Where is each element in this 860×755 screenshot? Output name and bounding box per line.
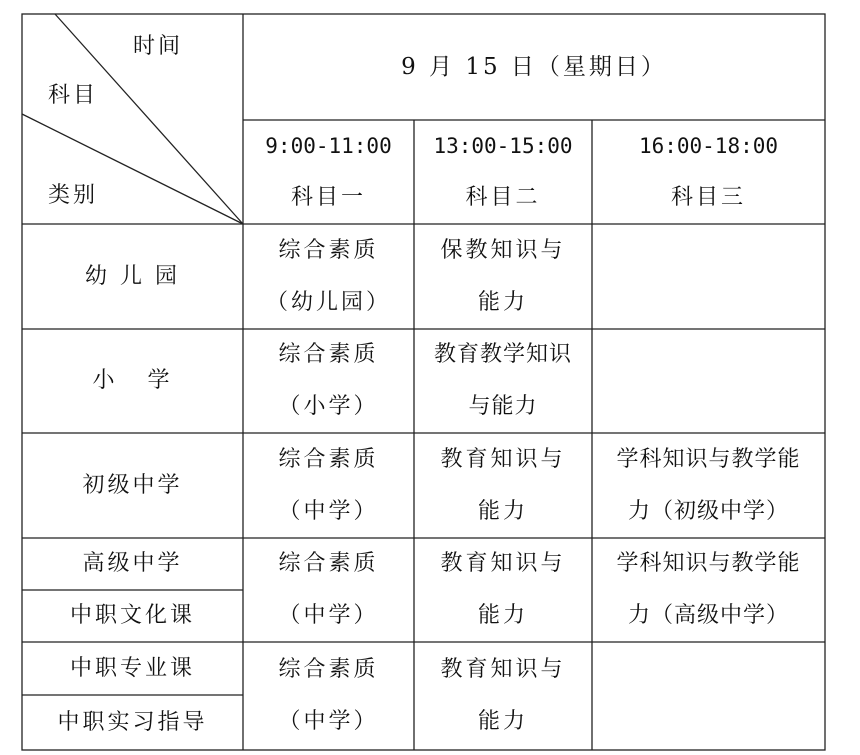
- subject-line: 与能力: [468, 394, 538, 419]
- session-header-1: [243, 120, 414, 224]
- subject-line: 能力: [477, 709, 528, 734]
- subject-line: 综合素质: [278, 446, 379, 472]
- date-header-text: 9 月 15 日（星期日）: [401, 54, 667, 80]
- subject-cell: [592, 433, 825, 538]
- subject-line: （中学）: [278, 709, 379, 734]
- session-name: 科目三: [670, 185, 746, 210]
- corner-label-category: 类别: [48, 183, 99, 208]
- category-label: 高级中学: [82, 551, 183, 576]
- subject-line: 教育知识与: [440, 657, 566, 682]
- subject-line: （中学）: [278, 498, 379, 524]
- session-header-2: [414, 120, 592, 224]
- session-header-3: [592, 120, 825, 224]
- subject-line: 综合素质: [278, 657, 379, 682]
- corner-label-subject: 科目: [48, 83, 99, 108]
- category-label: 幼 儿 园: [85, 263, 180, 289]
- category-label: 中职专业课: [69, 655, 195, 681]
- category-cell: [22, 329, 243, 433]
- subject-cell: [414, 642, 592, 750]
- subject-line: 教育知识与: [440, 551, 566, 576]
- subject-cell: [243, 329, 414, 433]
- subject-cell: [414, 329, 592, 433]
- subject-cell: [243, 538, 414, 642]
- category-label: 小 学: [92, 368, 173, 393]
- category-cell: [22, 695, 243, 750]
- subject-cell: [592, 538, 825, 642]
- subject-line: 力（高级中学）: [627, 603, 789, 628]
- subject-line: （小学）: [278, 394, 379, 419]
- category-cell: [22, 590, 243, 642]
- subject-cell: [243, 642, 414, 750]
- subject-line: 综合素质: [278, 237, 379, 263]
- subject-line: 综合素质: [278, 551, 379, 576]
- session-time: 16:00-18:00: [638, 134, 779, 158]
- subject-cell: [414, 538, 592, 642]
- subject-line: （中学）: [278, 603, 379, 628]
- date-header: [243, 14, 825, 120]
- session-time: 9:00-11:00: [265, 134, 392, 158]
- subject-line: 综合素质: [278, 342, 379, 367]
- category-label: 中职文化课: [69, 603, 195, 628]
- subject-line: 学科知识与教学能: [616, 446, 801, 472]
- subject-line: 力（初级中学）: [627, 498, 789, 524]
- subject-line: 保教知识与: [440, 237, 566, 263]
- category-label: 中职实习指导: [57, 709, 208, 735]
- subject-cell: [243, 433, 414, 538]
- subject-line: 能力: [477, 603, 528, 628]
- session-name: 科目二: [465, 185, 541, 210]
- category-cell: [22, 642, 243, 695]
- subject-line: 能力: [477, 289, 528, 315]
- subject-line: 教育教学知识: [433, 342, 572, 367]
- subject-line: 学科知识与教学能: [616, 551, 801, 576]
- category-cell: [22, 538, 243, 590]
- subject-cell: [243, 224, 414, 329]
- subject-line: （幼儿园）: [265, 289, 391, 315]
- subject-line: 能力: [477, 498, 528, 524]
- corner-label-time: 时间: [133, 34, 184, 59]
- category-label: 初级中学: [82, 472, 183, 498]
- subject-line: 教育知识与: [440, 446, 566, 472]
- subject-cell: [414, 224, 592, 329]
- subject-cell: [414, 433, 592, 538]
- category-cell: [22, 224, 243, 329]
- category-cell: [22, 433, 243, 538]
- session-name: 科目一: [290, 185, 366, 210]
- session-time: 13:00-15:00: [433, 134, 573, 158]
